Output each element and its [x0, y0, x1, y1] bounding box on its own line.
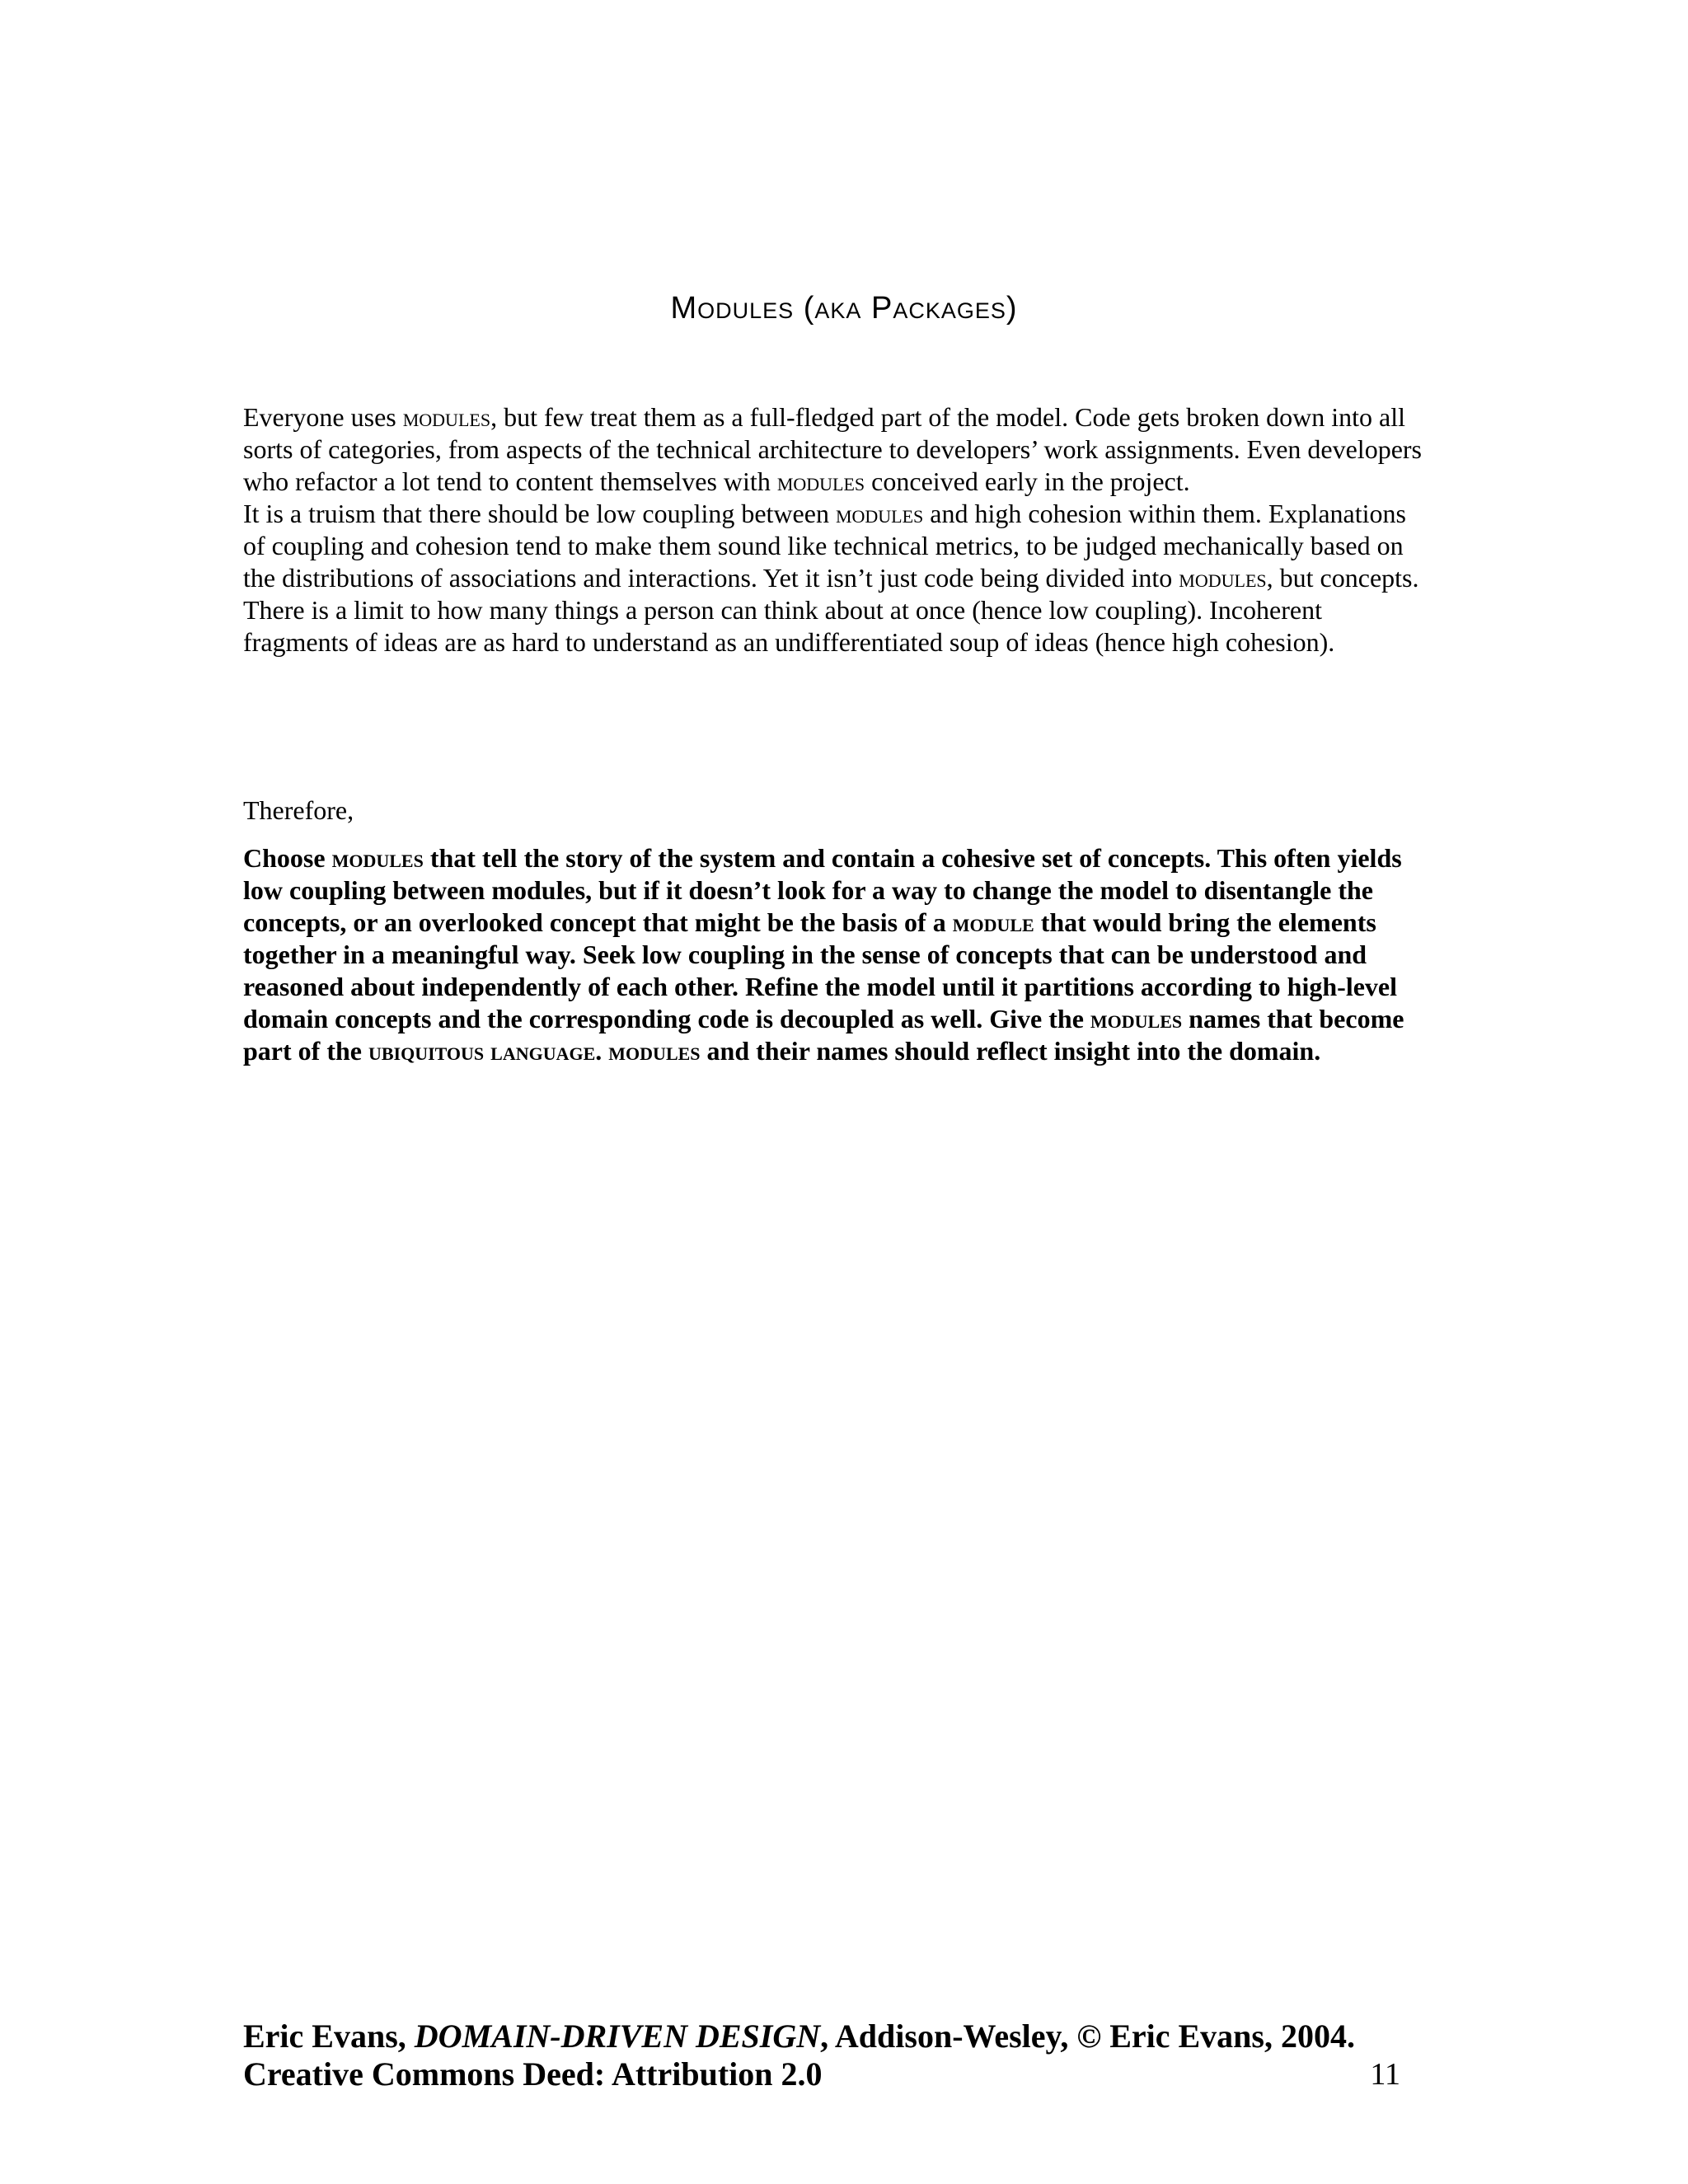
footer-license: Creative Commons Deed: Attribution 2.0 [243, 2055, 823, 2093]
pattern-statement [243, 842, 1430, 1067]
text-run: Everyone uses [243, 402, 403, 432]
text-run: that would bring the elements together in a meaningful way. Seek low coupling in the sense of concepts that can be understood and reasoned about independently of each other. Refine the model until it partitions according to high-level domain concepts and the corresponding code is decoupled as well. Give the [243, 907, 1397, 1033]
text-run: , but concepts. There is a limit to how many things a person can think about at once (hence low coupling). Incoherent fragments of ideas are as hard to understand as an undifferentiated soup of ideas (hence high cohesion). [243, 563, 1419, 657]
term-modules: modules [402, 402, 491, 432]
term-modules: modules [331, 843, 424, 873]
text-run: and high cohesion within them. Explanations of coupling and cohesion tend to make them sound like technical metrics, to be judged mechanically based on the distributions of associations and interactions. Yet it isn’t just code being divided into [243, 499, 1406, 593]
term-modules: modules [835, 499, 924, 528]
footer-citation [243, 2018, 1405, 2055]
text-run: , but few treat them as a full-fledged part of the model. Code gets broken down into all sorts of categories, from aspects of the technical architecture to developers’ work assignments. Even developers who refactor a lot tend to content themselves with [243, 402, 1422, 496]
term-ubiquitous-language: ubiquitous language [368, 1036, 596, 1066]
intro-section [243, 401, 1430, 658]
text-run: conceived early in the project. [865, 466, 1190, 496]
text-run: It is a truism that there should be low coupling between [243, 499, 836, 528]
footer-author: Eric Evans, [243, 2018, 415, 2055]
page-title: Modules (aka Packages) [670, 291, 1018, 326]
text-run: and their names should reflect insight into the domain. [700, 1036, 1321, 1066]
text-run: Choose [243, 843, 332, 873]
term-modules: modules [1179, 563, 1267, 593]
term-module: module [952, 907, 1034, 937]
text-run: that tell the story of the system and contain a cohesive set of concepts. This often yields low coupling between modules, but if it doesn’t look for a way to change the model to disentangle the concepts, or an overlooked concept that might be the basis of a [243, 843, 1402, 937]
text-run: . [595, 1036, 609, 1066]
footer-publisher: , Addison-Wesley, © Eric Evans, 2004. [820, 2018, 1355, 2055]
page-number: 11 [1370, 2057, 1400, 2092]
therefore-line: Therefore, [243, 795, 354, 825]
intro-paragraph-1 [243, 401, 1430, 498]
pattern-paragraph [243, 842, 1430, 1067]
term-modules: modules [608, 1036, 701, 1066]
footer-book-title: DOMAIN-DRIVEN DESIGN [414, 2018, 821, 2055]
term-modules: modules [776, 466, 865, 496]
intro-paragraph-2 [243, 498, 1430, 658]
text-run: names that become part of the [243, 1004, 1404, 1066]
term-modules: modules [1090, 1004, 1183, 1033]
